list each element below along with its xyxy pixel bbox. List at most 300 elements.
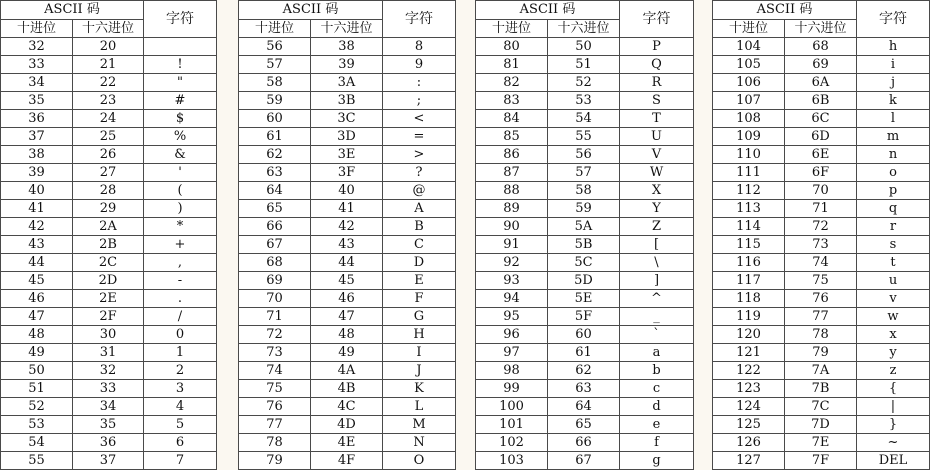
table-row [1,398,217,416]
character-cell: s [857,236,930,254]
character-cell: W [620,164,694,182]
decimal-cell: 82 [476,74,548,92]
hex-cell: 34 [73,398,144,416]
table-row [713,308,930,326]
hex-cell: 6B [785,92,857,110]
character-cell: 2 [144,362,217,380]
character-cell: [ [620,236,694,254]
hex-cell: 66 [548,434,620,452]
table-row [1,254,217,272]
table-row [713,380,930,398]
hex-cell: 62 [548,362,620,380]
character-cell: l [857,110,930,128]
character-cell: 8 [383,38,456,56]
table-row [239,380,456,398]
hex-cell: 50 [548,38,620,56]
table-row [239,56,456,74]
decimal-cell: 32 [1,38,73,56]
decimal-cell: 111 [713,164,785,182]
decimal-cell: 49 [1,344,73,362]
table-row [1,146,217,164]
decimal-cell: 92 [476,254,548,272]
table-row [1,56,217,74]
decimal-cell: 76 [239,398,311,416]
character-cell: - [144,272,217,290]
hex-cell: 29 [73,200,144,218]
character-cell: 5 [144,416,217,434]
table-row [713,416,930,434]
character-cell: Y [620,200,694,218]
character-cell: O [383,452,456,470]
hex-cell: 64 [548,398,620,416]
table-row [1,362,217,380]
table-row [713,110,930,128]
hex-cell: 4C [311,398,383,416]
hex-cell: 44 [311,254,383,272]
ascii-panel-3 [475,0,694,470]
header-character: 字符 [857,1,930,38]
table-row [713,200,930,218]
character-cell [144,38,217,56]
character-cell: K [383,380,456,398]
ascii-panel-1 [0,0,217,470]
table-row [476,380,694,398]
character-cell: @ [383,182,456,200]
table-row [1,380,217,398]
character-cell: | [857,398,930,416]
character-cell: I [383,344,456,362]
table-row [239,164,456,182]
decimal-cell: 36 [1,110,73,128]
hex-cell: 65 [548,416,620,434]
decimal-cell: 59 [239,92,311,110]
decimal-cell: 80 [476,38,548,56]
table-row [476,74,694,92]
table-row [713,236,930,254]
character-cell: k [857,92,930,110]
hex-cell: 38 [311,38,383,56]
character-cell: 7 [144,452,217,470]
table-row [239,452,456,470]
hex-cell: 7D [785,416,857,434]
decimal-cell: 107 [713,92,785,110]
character-cell: ? [383,164,456,182]
decimal-cell: 81 [476,56,548,74]
decimal-cell: 52 [1,398,73,416]
hex-cell: 52 [548,74,620,92]
ascii-table-1 [0,0,217,470]
hex-cell: 45 [311,272,383,290]
table-row [239,146,456,164]
decimal-cell: 77 [239,416,311,434]
header-hex: 十六进位 [785,20,857,38]
table-row [476,452,694,470]
table-row [239,416,456,434]
decimal-cell: 35 [1,92,73,110]
table-row [239,362,456,380]
character-cell: d [620,398,694,416]
table-row [713,326,930,344]
hex-cell: 5E [548,290,620,308]
decimal-cell: 105 [713,56,785,74]
decimal-cell: 41 [1,200,73,218]
table-row [1,290,217,308]
hex-cell: 28 [73,182,144,200]
character-cell: ) [144,200,217,218]
table-row [476,416,694,434]
hex-cell: 43 [311,236,383,254]
decimal-cell: 110 [713,146,785,164]
table-row [476,254,694,272]
hex-cell: 22 [73,74,144,92]
table-row [239,38,456,56]
table-row [1,452,217,470]
table-row [239,326,456,344]
decimal-cell: 74 [239,362,311,380]
ascii-panel-4 [712,0,930,470]
decimal-cell: 50 [1,362,73,380]
hex-cell: 70 [785,182,857,200]
table-row [1,344,217,362]
hex-cell: 3C [311,110,383,128]
character-cell: y [857,344,930,362]
header-decimal: 十进位 [239,20,311,38]
decimal-cell: 33 [1,56,73,74]
decimal-cell: 61 [239,128,311,146]
hex-cell: 24 [73,110,144,128]
decimal-cell: 38 [1,146,73,164]
decimal-cell: 63 [239,164,311,182]
table-row [476,38,694,56]
hex-cell: 20 [73,38,144,56]
hex-cell: 3B [311,92,383,110]
hex-cell: 26 [73,146,144,164]
decimal-cell: 113 [713,200,785,218]
character-cell: 0 [144,326,217,344]
decimal-cell: 126 [713,434,785,452]
table-row [239,254,456,272]
hex-cell: 78 [785,326,857,344]
hex-cell: 41 [311,200,383,218]
hex-cell: 33 [73,380,144,398]
character-cell: ; [383,92,456,110]
decimal-cell: 72 [239,326,311,344]
table-row [1,38,217,56]
decimal-cell: 51 [1,380,73,398]
hex-cell: 63 [548,380,620,398]
decimal-cell: 122 [713,362,785,380]
character-cell: c [620,380,694,398]
header-decimal: 十进位 [1,20,73,38]
hex-cell: 2C [73,254,144,272]
character-cell: P [620,38,694,56]
decimal-cell: 55 [1,452,73,470]
table-row [476,398,694,416]
decimal-cell: 45 [1,272,73,290]
table-row [1,218,217,236]
hex-cell: 56 [548,146,620,164]
hex-cell: 35 [73,416,144,434]
hex-cell: 3A [311,74,383,92]
table-row [239,236,456,254]
hex-cell: 4E [311,434,383,452]
decimal-cell: 114 [713,218,785,236]
table-row [1,272,217,290]
table-row [476,236,694,254]
table-row [239,434,456,452]
character-cell: = [383,128,456,146]
table-row [239,182,456,200]
character-cell: t [857,254,930,272]
character-cell: D [383,254,456,272]
table-row [476,200,694,218]
decimal-cell: 96 [476,326,548,344]
character-cell: * [144,218,217,236]
character-cell: o [857,164,930,182]
decimal-cell: 47 [1,308,73,326]
decimal-cell: 112 [713,182,785,200]
hex-cell: 58 [548,182,620,200]
hex-cell: 6D [785,128,857,146]
character-cell: , [144,254,217,272]
decimal-cell: 75 [239,380,311,398]
table-row [476,92,694,110]
character-cell: C [383,236,456,254]
hex-cell: 6E [785,146,857,164]
header-ascii-code: ASCII 码 [713,1,857,20]
character-cell: . [144,290,217,308]
table-row [713,38,930,56]
decimal-cell: 98 [476,362,548,380]
table-row [713,344,930,362]
decimal-cell: 103 [476,452,548,470]
hex-cell: 5F [548,308,620,326]
table-row [239,344,456,362]
decimal-cell: 34 [1,74,73,92]
header-ascii-code: ASCII 码 [1,1,144,20]
table-row [713,254,930,272]
decimal-cell: 67 [239,236,311,254]
character-cell: & [144,146,217,164]
character-cell: ! [144,56,217,74]
table-row [1,92,217,110]
hex-cell: 2E [73,290,144,308]
hex-cell: 31 [73,344,144,362]
decimal-cell: 40 [1,182,73,200]
hex-cell: 51 [548,56,620,74]
table-row [713,218,930,236]
table-row [476,326,694,344]
table-row [239,308,456,326]
hex-cell: 76 [785,290,857,308]
hex-cell: 5A [548,218,620,236]
hex-cell: 6A [785,74,857,92]
character-cell: ` [620,326,694,344]
hex-cell: 4F [311,452,383,470]
table-row [713,146,930,164]
hex-cell: 37 [73,452,144,470]
decimal-cell: 69 [239,272,311,290]
character-cell: # [144,92,217,110]
header-character: 字符 [383,1,456,38]
decimal-cell: 57 [239,56,311,74]
hex-cell: 6F [785,164,857,182]
character-cell: G [383,308,456,326]
hex-cell: 4B [311,380,383,398]
hex-cell: 71 [785,200,857,218]
decimal-cell: 44 [1,254,73,272]
character-cell: e [620,416,694,434]
ascii-table-3 [475,0,694,470]
header-hex: 十六进位 [73,20,144,38]
hex-cell: 60 [548,326,620,344]
character-cell: M [383,416,456,434]
table-row [1,74,217,92]
hex-cell: 32 [73,362,144,380]
character-cell: E [383,272,456,290]
hex-cell: 3D [311,128,383,146]
table-row [1,416,217,434]
decimal-cell: 120 [713,326,785,344]
table-row [239,398,456,416]
character-cell: : [383,74,456,92]
header-character: 字符 [620,1,694,38]
character-cell: ~ [857,434,930,452]
table-row [239,110,456,128]
character-cell: z [857,362,930,380]
hex-cell: 6C [785,110,857,128]
table-row [1,182,217,200]
decimal-cell: 108 [713,110,785,128]
character-cell: q [857,200,930,218]
hex-cell: 5C [548,254,620,272]
hex-cell: 68 [785,38,857,56]
character-cell: / [144,308,217,326]
decimal-cell: 85 [476,128,548,146]
hex-cell: 75 [785,272,857,290]
table-row [713,92,930,110]
character-cell: " [144,74,217,92]
character-cell: Q [620,56,694,74]
table-row [476,272,694,290]
hex-cell: 4D [311,416,383,434]
character-cell: f [620,434,694,452]
table-row [239,74,456,92]
table-row [713,74,930,92]
table-row [713,434,930,452]
character-cell: R [620,74,694,92]
hex-cell: 69 [785,56,857,74]
character-cell: X [620,182,694,200]
decimal-cell: 71 [239,308,311,326]
hex-cell: 46 [311,290,383,308]
decimal-cell: 109 [713,128,785,146]
table-row [1,200,217,218]
decimal-cell: 86 [476,146,548,164]
table-row [713,398,930,416]
character-cell: Z [620,218,694,236]
decimal-cell: 104 [713,38,785,56]
decimal-cell: 54 [1,434,73,452]
decimal-cell: 65 [239,200,311,218]
hex-cell: 39 [311,56,383,74]
decimal-cell: 119 [713,308,785,326]
table-row [713,182,930,200]
table-row [1,434,217,452]
table-row [1,110,217,128]
character-cell: n [857,146,930,164]
decimal-cell: 42 [1,218,73,236]
character-cell: A [383,200,456,218]
character-cell: 6 [144,434,217,452]
decimal-cell: 62 [239,146,311,164]
table-row [476,308,694,326]
decimal-cell: 84 [476,110,548,128]
character-cell: ' [144,164,217,182]
table-row [476,290,694,308]
decimal-cell: 56 [239,38,311,56]
decimal-cell: 60 [239,110,311,128]
hex-cell: 23 [73,92,144,110]
decimal-cell: 83 [476,92,548,110]
character-cell: B [383,218,456,236]
decimal-cell: 121 [713,344,785,362]
character-cell: { [857,380,930,398]
decimal-cell: 90 [476,218,548,236]
decimal-cell: 95 [476,308,548,326]
hex-cell: 3F [311,164,383,182]
table-row [1,164,217,182]
character-cell: ] [620,272,694,290]
hex-cell: 47 [311,308,383,326]
character-cell: v [857,290,930,308]
hex-cell: 61 [548,344,620,362]
decimal-cell: 39 [1,164,73,182]
decimal-cell: 78 [239,434,311,452]
decimal-cell: 88 [476,182,548,200]
character-cell: DEL [857,452,930,470]
decimal-cell: 116 [713,254,785,272]
character-cell: \ [620,254,694,272]
decimal-cell: 91 [476,236,548,254]
decimal-cell: 97 [476,344,548,362]
hex-cell: 2D [73,272,144,290]
header-ascii-code: ASCII 码 [476,1,620,20]
decimal-cell: 101 [476,416,548,434]
table-row [713,290,930,308]
hex-cell: 7B [785,380,857,398]
character-cell: N [383,434,456,452]
table-row [1,236,217,254]
hex-cell: 54 [548,110,620,128]
character-cell: a [620,344,694,362]
table-row [713,362,930,380]
hex-cell: 7C [785,398,857,416]
character-cell: h [857,38,930,56]
character-cell: x [857,326,930,344]
character-cell: H [383,326,456,344]
character-cell: g [620,452,694,470]
hex-cell: 2B [73,236,144,254]
hex-cell: 3E [311,146,383,164]
table-row [1,128,217,146]
decimal-cell: 87 [476,164,548,182]
character-cell: i [857,56,930,74]
table-row [713,272,930,290]
decimal-cell: 94 [476,290,548,308]
table-row [239,128,456,146]
hex-cell: 53 [548,92,620,110]
